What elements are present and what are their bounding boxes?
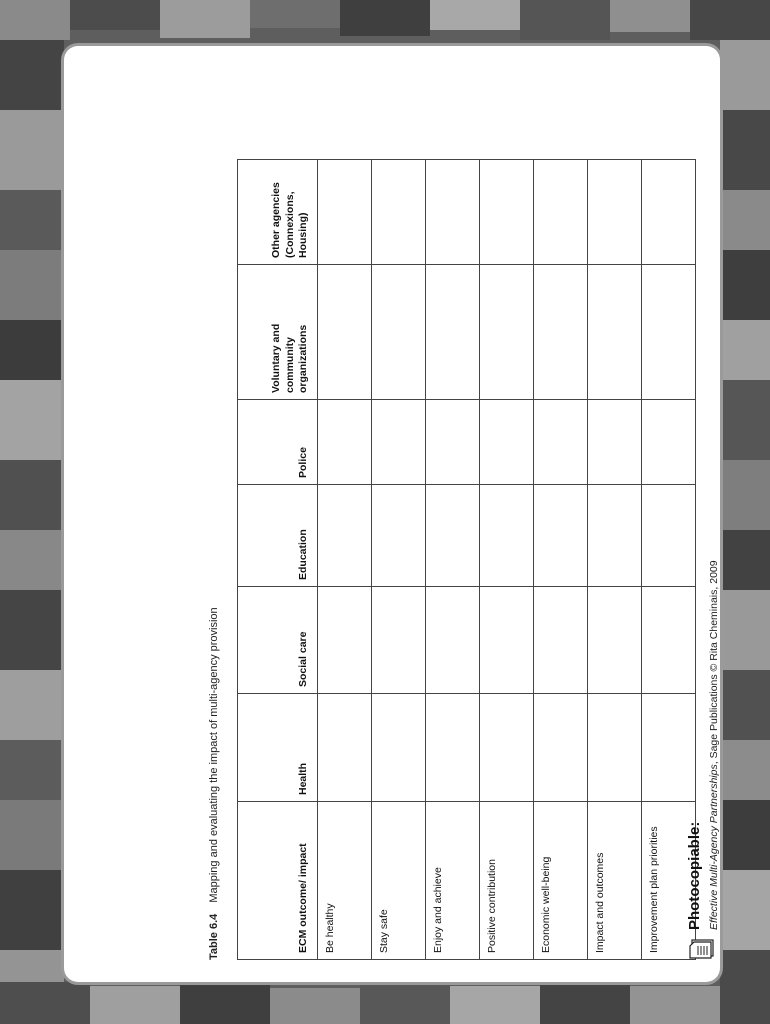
table-cell	[318, 485, 372, 587]
table-cell	[588, 485, 642, 587]
row-label: Be healthy	[318, 802, 372, 960]
table-row	[318, 160, 372, 960]
book-title: Effective Multi-Agency Partnerships	[708, 764, 720, 930]
rotated-page-content	[128, 60, 720, 960]
table-cell	[372, 265, 426, 400]
table-row	[588, 160, 642, 960]
table-row	[426, 160, 480, 960]
photocopy-document-icon	[688, 938, 714, 960]
table-cell	[480, 485, 534, 587]
impact-mapping-table	[237, 159, 696, 960]
table-row	[534, 160, 588, 960]
row-label: Improvement plan priorities	[642, 802, 696, 960]
table-cell	[534, 587, 588, 694]
table-cell	[372, 485, 426, 587]
row-label: Impact and outcomes	[588, 802, 642, 960]
table-cell	[426, 587, 480, 694]
header-education: Education	[238, 485, 318, 587]
table-cell	[426, 160, 480, 265]
publisher-text: , Sage Publications © Rita Cheminais, 2009	[708, 560, 720, 765]
header-police: Police	[238, 400, 318, 485]
table-cell	[534, 485, 588, 587]
table-caption-label: Table 6.4	[208, 913, 220, 960]
table-cell	[480, 400, 534, 485]
table-cell	[480, 265, 534, 400]
table-cell	[318, 587, 372, 694]
row-label: Stay safe	[372, 802, 426, 960]
table-cell	[372, 694, 426, 802]
table-cell	[588, 400, 642, 485]
table-cell	[426, 694, 480, 802]
table-cell	[318, 694, 372, 802]
table-cell	[480, 160, 534, 265]
table-cell	[372, 160, 426, 265]
header-social-care: Social care	[238, 587, 318, 694]
table-cell	[318, 160, 372, 265]
photocopiable-footer	[686, 60, 720, 960]
header-other-agencies: Other agencies (Connexions, Housing)	[238, 160, 318, 265]
table-cell	[480, 587, 534, 694]
table-cell	[534, 694, 588, 802]
table-cell	[426, 265, 480, 400]
table-cell	[426, 485, 480, 587]
table-cell	[372, 587, 426, 694]
table-cell	[480, 694, 534, 802]
table-cell	[588, 265, 642, 400]
row-label: Positive contribution	[480, 802, 534, 960]
table-cell	[318, 400, 372, 485]
table-cell	[318, 265, 372, 400]
table-cell	[372, 400, 426, 485]
table-cell	[588, 587, 642, 694]
photocopiable-heading: Photocopiable:	[686, 821, 703, 930]
table-cell	[588, 160, 642, 265]
table-cell	[588, 694, 642, 802]
table-cell	[534, 400, 588, 485]
row-label: Economic well-being	[534, 802, 588, 960]
row-label: Enjoy and achieve	[426, 802, 480, 960]
header-health: Health	[238, 694, 318, 802]
table-cell	[534, 265, 588, 400]
table-row	[372, 160, 426, 960]
table-cell	[534, 160, 588, 265]
header-voluntary-community: Voluntary and community organizations	[238, 265, 318, 400]
table-caption-text: Mapping and evaluating the impact of multi-agency provision	[208, 607, 220, 903]
table-cell	[426, 400, 480, 485]
table-header-row	[238, 160, 318, 960]
publication-credit	[708, 560, 720, 930]
header-ecm-outcome: ECM outcome/ impact	[238, 802, 318, 960]
table-caption	[208, 607, 220, 960]
table-row	[480, 160, 534, 960]
page-card	[64, 46, 720, 982]
